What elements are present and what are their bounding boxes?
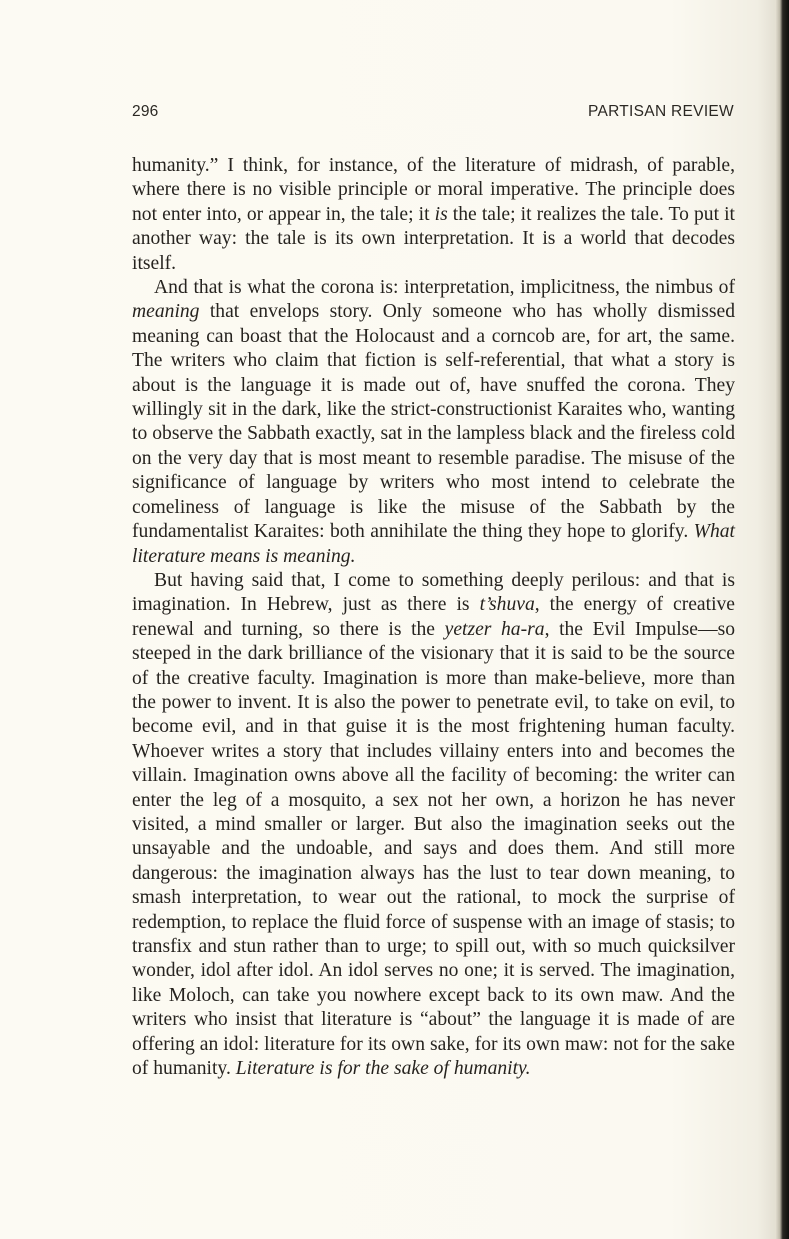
page-edge-shadow xyxy=(775,0,789,1239)
page-header xyxy=(132,103,734,125)
running-head: PARTISAN REVIEW xyxy=(587,103,734,120)
body-text xyxy=(132,154,735,1081)
paragraph: humanity.” I think, for instance, of the literature of midrash, of parable, where there is no visible principle or moral imperative. The principle does not enter into, or appear in, the tale; it is the tale; it realizes the tale. To put it another way: the tale is its own interpretation. It is a world that decodes itself. xyxy=(132,155,735,274)
page-number: 296 xyxy=(132,103,159,120)
paragraph: But having said that, I come to something deeply perilous: and that is imagination. In Hebrew, just as there is t’shuva, the energy of creative renewal and turning, so there is the yetzer ha-ra, the Evil Impulse—so steeped in the dark brilliance of the visionary that it is said to be the source of the creative faculty. Imagination is more than make-believe, more than the power to invent. It is also the power to penetrate evil, to take on evil, to become evil, and in that guise it is the most frightening human faculty. Whoever writes a story that includes villainy enters into and becomes the villain. Imagination owns above all the facility of becoming: the writer can enter the leg of a mosquito, a sex not her own, a horizon he has never visited, a mind smaller or larger. But also the imagination seeks out the unsayable and the undoable, and says and does them. And still more dangerous: the imagination always has the lust to tear down meaning, to smash interpretation, to wear out the rational, to mock the surprise of redemption, to replace the fluid force of suspense with an image of stasis; to transfix and stun rather than to urge; to spill out, with so much quicksilver wonder, idol after idol. An idol serves no one; it is served. The imagination, like Moloch, can take you nowhere except back to its own maw. And the writers who insist that literature is “about” the language it is made of are offering an idol: literature for its own sake, for its own maw: not for the sake of humanity. Literature is for the sake of humanity. xyxy=(132,569,736,1080)
paragraph: And that is what the corona is: interpretation, implicitness, the nimbus of meaning that envelops story. Only someone who has wholly dismissed meaning can boast that the Holocaust and a corncob are, for art, the same. The writers who claim that fiction is self-referential, that what a story is about is the language it is made out of, have snuffed the corona. They willingly sit in the dark, like the strict-constructionist Karaites who, wanting to observe the Sabbath exactly, sat in the lampless black and the fireless cold on the very day that is most meant to resemble paradise. The misuse of the significance of language by writers who most intend to celebrate the comeliness of language is like the misuse of the Sabbath by the fundamentalist Karaites: both annihilate the thing they hope to glorify. What literature means is meaning. xyxy=(132,277,735,567)
